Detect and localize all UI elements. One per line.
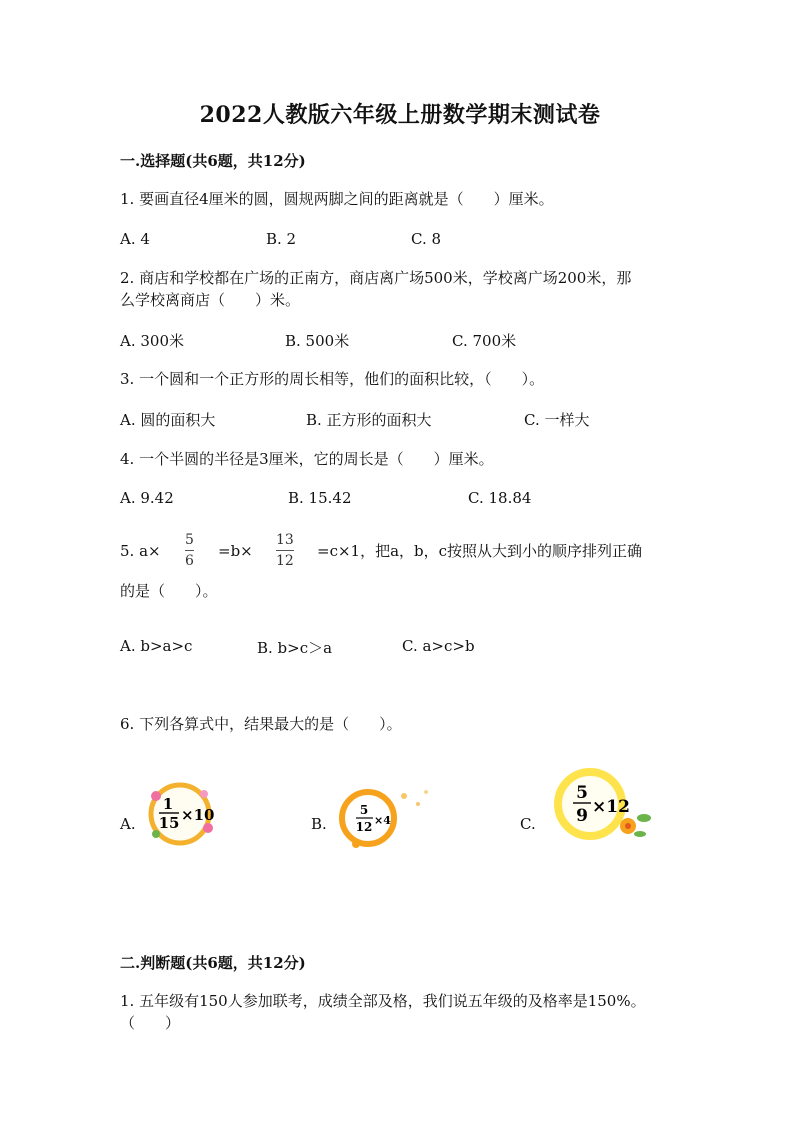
fraction-bar	[185, 550, 194, 551]
q6-option-a-label: A.	[120, 815, 136, 833]
badge-numerator: 1	[162, 795, 174, 813]
sparkle-icon	[424, 790, 428, 794]
question-5-prefix: 5. a×	[120, 542, 161, 560]
q2-option-a: A. 300米	[120, 332, 184, 350]
badge-multiplier: ×10	[181, 806, 215, 824]
q4-option-a: A. 9.42	[120, 489, 174, 507]
question-2-line-2: 么学校离商店（ ）米。	[120, 291, 301, 309]
question-5-mid: =b×	[218, 542, 253, 560]
judgement-1-line-2: （ ）	[120, 1014, 181, 1032]
q3-option-c: C. 一样大	[524, 411, 590, 429]
q6-option-a-badge	[142, 776, 224, 850]
q5-option-a: A. b>a>c	[120, 637, 193, 655]
flower-center-icon	[625, 823, 631, 829]
judgement-1-line-1: 1. 五年级有150人参加联考，成绩全部及格，我们说五年级的及格率是150%。	[120, 992, 646, 1010]
question-6: 6. 下列各算式中，结果最大的是（ ）。	[120, 715, 402, 733]
question-1: 1. 要画直径4厘米的圆，圆规两脚之间的距离就是（ ）厘米。	[120, 190, 554, 208]
q2-option-c: C. 700米	[452, 332, 517, 350]
flower-icon	[352, 840, 360, 848]
q6-option-b-label: B.	[311, 815, 327, 833]
q6-option-c-label: C.	[520, 815, 536, 833]
sparkle-icon	[416, 802, 420, 806]
question-5-suffix: =c×1，把a，b，c按照从大到小的顺序排列正确	[317, 542, 643, 560]
badge-denominator: 12	[355, 820, 373, 834]
q4-option-c: C. 18.84	[468, 489, 532, 507]
fraction-numerator: 13	[276, 532, 294, 548]
fraction-5-6	[185, 532, 194, 569]
flower-icon	[151, 791, 161, 801]
q3-option-a: A. 圆的面积大	[120, 411, 216, 429]
question-5-line-2: 的是（ ）。	[120, 582, 218, 600]
question-4: 4. 一个半圆的半径是3厘米，它的周长是（ ）厘米。	[120, 450, 494, 468]
badge-denominator: 9	[576, 806, 588, 826]
leaf-icon	[634, 831, 646, 837]
fraction-bar	[276, 550, 294, 551]
badge-denominator: 15	[158, 814, 180, 832]
q1-option-b: B. 2	[266, 230, 297, 248]
fraction-13-12	[276, 532, 294, 569]
leaf-icon	[637, 814, 651, 822]
q2-option-b: B. 500米	[285, 332, 350, 350]
badge-multiplier: ×12	[592, 797, 630, 817]
fraction-denominator: 12	[276, 553, 294, 569]
q6-option-b-badge	[326, 782, 438, 852]
q5-option-b: B. b>c＞a	[257, 639, 333, 657]
badge-numerator: 5	[576, 783, 588, 803]
question-3: 3. 一个圆和一个正方形的周长相等，他们的面积比较，（ ）。	[120, 370, 545, 388]
flower-icon	[200, 790, 208, 798]
fraction-denominator: 6	[185, 553, 194, 569]
q6-option-c-badge	[544, 768, 660, 846]
page-title: 2022人教版六年级上册数学期末测试卷	[199, 102, 601, 128]
q4-option-b: B. 15.42	[288, 489, 352, 507]
flower-icon	[203, 823, 213, 833]
q1-option-a: A. 4	[120, 230, 150, 248]
sparkle-icon	[401, 793, 407, 799]
section-heading-choice: 一.选择题(共6题，共12分)	[120, 152, 306, 170]
q3-option-b: B. 正方形的面积大	[306, 411, 432, 429]
q1-option-c: C. 8	[411, 230, 442, 248]
badge-numerator: 5	[359, 803, 369, 817]
question-2-line-1: 2. 商店和学校都在广场的正南方，商店离广场500米，学校离广场200米，那	[120, 269, 632, 287]
fraction-numerator: 5	[185, 532, 194, 548]
badge-multiplier: ×4	[374, 814, 391, 827]
section-heading-judgement: 二.判断题(共6题，共12分)	[120, 954, 306, 972]
q5-option-c: C. a>c>b	[402, 637, 475, 655]
